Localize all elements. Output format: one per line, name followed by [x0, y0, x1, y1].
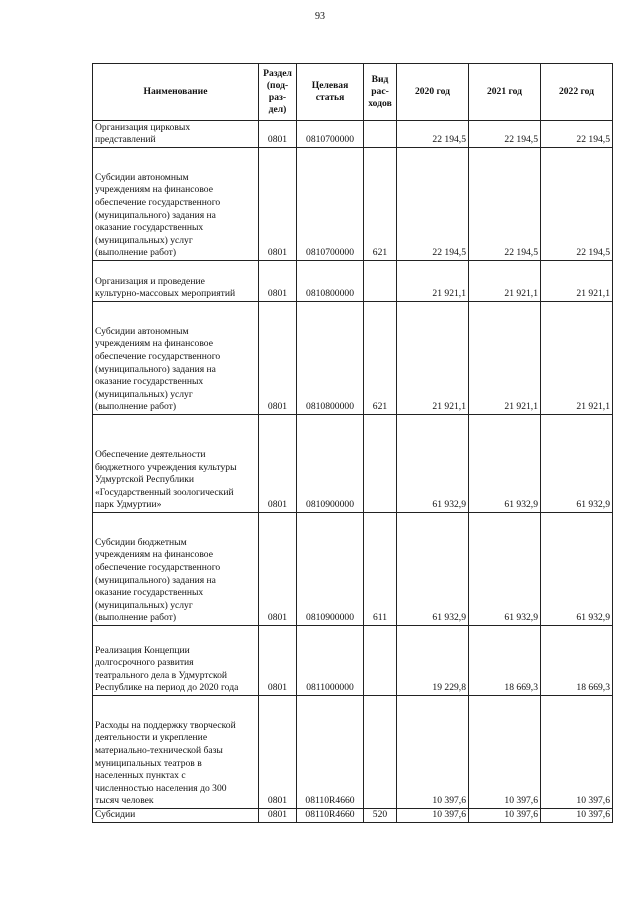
table-row [93, 626, 613, 696]
row-name: Организация и проведение культурно-массовых мероприятий [93, 261, 259, 302]
row-target: 0810900000 [297, 415, 364, 513]
row-section: 0801 [259, 415, 297, 513]
row-2020: 21 921,1 [397, 302, 469, 415]
header-name: Наименование [93, 64, 259, 121]
row-2021: 18 669,3 [469, 626, 541, 696]
row-2021: 10 397,6 [469, 696, 541, 809]
row-name: Организация цирковых представлений [93, 121, 259, 148]
row-2020: 22 194,5 [397, 148, 469, 261]
row-section: 0801 [259, 302, 297, 415]
budget-table [92, 63, 613, 823]
table-row [93, 696, 613, 809]
row-2020: 22 194,5 [397, 121, 469, 148]
row-2021: 21 921,1 [469, 302, 541, 415]
row-2022: 18 669,3 [541, 626, 613, 696]
row-2021: 10 397,6 [469, 809, 541, 823]
row-type [364, 626, 397, 696]
header-expense-type: Вид рас- ходов [364, 64, 397, 121]
row-target: 0810700000 [297, 148, 364, 261]
header-section: Раздел (под- раз- дел) [259, 64, 297, 121]
row-2020: 61 932,9 [397, 415, 469, 513]
row-2021: 21 921,1 [469, 261, 541, 302]
row-2022: 61 932,9 [541, 513, 613, 626]
row-section: 0801 [259, 148, 297, 261]
row-type [364, 121, 397, 148]
row-2022: 21 921,1 [541, 261, 613, 302]
header-2022: 2022 год [541, 64, 613, 121]
header-2020: 2020 год [397, 64, 469, 121]
row-section: 0801 [259, 626, 297, 696]
row-2021: 22 194,5 [469, 148, 541, 261]
row-type: 520 [364, 809, 397, 823]
row-2022: 10 397,6 [541, 696, 613, 809]
table-row [93, 302, 613, 415]
table-row [93, 261, 613, 302]
row-type: 621 [364, 302, 397, 415]
row-2020: 61 932,9 [397, 513, 469, 626]
header-2021: 2021 год [469, 64, 541, 121]
table-row [93, 121, 613, 148]
row-2020: 10 397,6 [397, 809, 469, 823]
row-2022: 21 921,1 [541, 302, 613, 415]
row-section: 0801 [259, 121, 297, 148]
row-target: 0811000000 [297, 626, 364, 696]
row-2022: 10 397,6 [541, 809, 613, 823]
row-target: 0810900000 [297, 513, 364, 626]
table-row [93, 148, 613, 261]
row-name: Субсидии [93, 809, 259, 823]
row-2022: 61 932,9 [541, 415, 613, 513]
row-2021: 61 932,9 [469, 415, 541, 513]
row-2020: 19 229,8 [397, 626, 469, 696]
row-target: 08110R4660 [297, 809, 364, 823]
row-target: 0810700000 [297, 121, 364, 148]
row-target: 0810800000 [297, 261, 364, 302]
row-target: 0810800000 [297, 302, 364, 415]
row-2020: 10 397,6 [397, 696, 469, 809]
row-2021: 61 932,9 [469, 513, 541, 626]
row-type [364, 415, 397, 513]
row-type: 621 [364, 148, 397, 261]
page-number: 93 [315, 11, 325, 22]
header-target: Целевая статья [297, 64, 364, 121]
table-row [93, 513, 613, 626]
row-section: 0801 [259, 696, 297, 809]
row-section: 0801 [259, 261, 297, 302]
row-2021: 22 194,5 [469, 121, 541, 148]
row-section: 0801 [259, 513, 297, 626]
row-name: Реализация Концепции долгосрочного развития театрального дела в Удмуртской Республике на период до 2020 года [93, 626, 259, 696]
row-2020: 21 921,1 [397, 261, 469, 302]
row-name: Расходы на поддержку творческой деятельности и укрепление материально-технической базы муниципальных театров в населенных пунктах с численностью населения до 300 тысяч человек [93, 696, 259, 809]
row-name: Обеспечение деятельности бюджетного учреждения культуры Удмуртской Республики «Государственный зоологический парк Удмуртии» [93, 415, 259, 513]
row-target: 08110R4660 [297, 696, 364, 809]
row-2022: 22 194,5 [541, 121, 613, 148]
row-name: Субсидии автономным учреждениям на финансовое обеспечение государственного (муниципального) задания на оказание государственных (муниципальных) услуг (выполнение работ) [93, 148, 259, 261]
row-name: Субсидии автономным учреждениям на финансовое обеспечение государственного (муниципального) задания на оказание государственных (муниципальных) услуг (выполнение работ) [93, 302, 259, 415]
table-row [93, 809, 613, 823]
row-type: 611 [364, 513, 397, 626]
row-type [364, 261, 397, 302]
row-section: 0801 [259, 809, 297, 823]
row-name: Субсидии бюджетным учреждениям на финансовое обеспечение государственного (муниципального) задания на оказание государственных (муниципальных) услуг (выполнение работ) [93, 513, 259, 626]
row-type [364, 696, 397, 809]
row-2022: 22 194,5 [541, 148, 613, 261]
table-row [93, 415, 613, 513]
table-header-row [93, 64, 613, 121]
